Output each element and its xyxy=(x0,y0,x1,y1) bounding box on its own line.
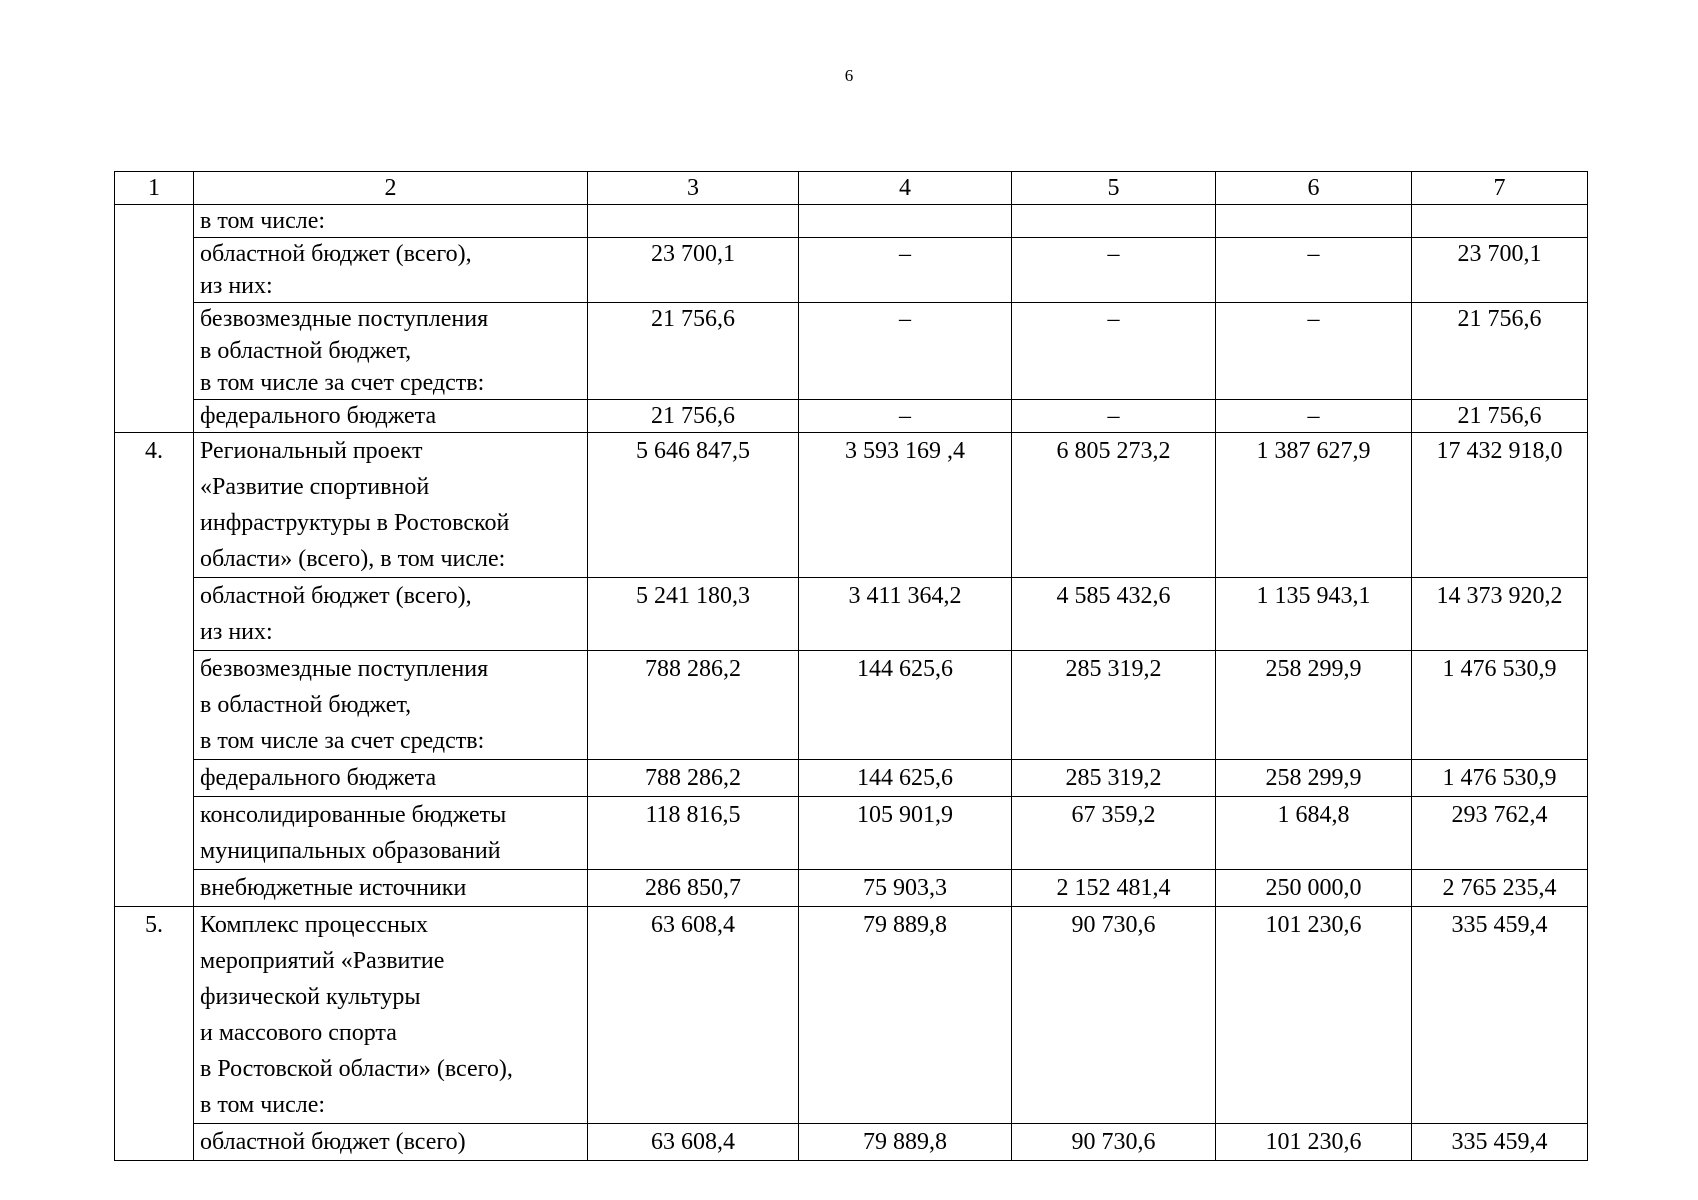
value-cell: – xyxy=(799,303,1012,400)
table-row xyxy=(115,578,1588,651)
row-label: консолидированные бюджеты муниципальных образований xyxy=(194,797,588,870)
value-cell: 5 241 180,3 xyxy=(588,578,799,651)
value-cell: 67 359,2 xyxy=(1012,797,1216,870)
value-cell: 250 000,0 xyxy=(1216,870,1412,907)
row-number: 4. xyxy=(115,433,194,907)
value-cell: 75 903,3 xyxy=(799,870,1012,907)
row-label: безвозмездные поступления в областной бюджет, в том числе за счет средств: xyxy=(194,303,588,400)
value-cell: 3 411 364,2 xyxy=(799,578,1012,651)
table-row xyxy=(115,870,1588,907)
value-cell: 258 299,9 xyxy=(1216,760,1412,797)
value-cell: 14 373 920,2 xyxy=(1412,578,1588,651)
table-row xyxy=(115,303,1588,400)
value-cell: 101 230,6 xyxy=(1216,907,1412,1124)
value-cell: 21 756,6 xyxy=(1412,303,1588,400)
value-cell: 79 889,8 xyxy=(799,1124,1012,1161)
value-cell: 258 299,9 xyxy=(1216,651,1412,760)
table-row xyxy=(115,760,1588,797)
column-header: 7 xyxy=(1412,172,1588,205)
table-row xyxy=(115,400,1588,433)
value-cell: 788 286,2 xyxy=(588,651,799,760)
value-cell: 1 387 627,9 xyxy=(1216,433,1412,578)
row-label: в том числе: xyxy=(194,205,588,238)
value-cell: – xyxy=(1012,400,1216,433)
column-header: 2 xyxy=(194,172,588,205)
column-header: 4 xyxy=(799,172,1012,205)
row-label: федерального бюджета xyxy=(194,760,588,797)
value-cell: – xyxy=(799,400,1012,433)
value-cell: 335 459,4 xyxy=(1412,907,1588,1124)
column-header: 1 xyxy=(115,172,194,205)
value-cell: 1 476 530,9 xyxy=(1412,760,1588,797)
value-cell: 286 850,7 xyxy=(588,870,799,907)
value-cell: 2 152 481,4 xyxy=(1012,870,1216,907)
table-row xyxy=(115,1124,1588,1161)
value-cell: – xyxy=(1216,238,1412,303)
value-cell: 4 585 432,6 xyxy=(1012,578,1216,651)
row-label: внебюджетные источники xyxy=(194,870,588,907)
value-cell: – xyxy=(1012,238,1216,303)
table-row xyxy=(115,205,1588,238)
table-row xyxy=(115,907,1588,1124)
value-cell: 23 700,1 xyxy=(1412,238,1588,303)
value-cell: 17 432 918,0 xyxy=(1412,433,1588,578)
value-cell: 144 625,6 xyxy=(799,651,1012,760)
value-cell: 285 319,2 xyxy=(1012,760,1216,797)
row-label: областной бюджет (всего), из них: xyxy=(194,238,588,303)
page-number: 6 xyxy=(844,66,854,85)
budget-table xyxy=(114,171,1588,1161)
value-cell xyxy=(588,205,799,238)
value-cell: 21 756,6 xyxy=(588,400,799,433)
table-row xyxy=(115,797,1588,870)
row-number xyxy=(115,205,194,433)
column-header: 3 xyxy=(588,172,799,205)
value-cell: 21 756,6 xyxy=(588,303,799,400)
value-cell: 788 286,2 xyxy=(588,760,799,797)
value-cell: 118 816,5 xyxy=(588,797,799,870)
value-cell: 6 805 273,2 xyxy=(1012,433,1216,578)
table-row xyxy=(115,433,1588,578)
value-cell: 285 319,2 xyxy=(1012,651,1216,760)
value-cell xyxy=(1412,205,1588,238)
value-cell: 1 135 943,1 xyxy=(1216,578,1412,651)
value-cell: 293 762,4 xyxy=(1412,797,1588,870)
value-cell: 105 901,9 xyxy=(799,797,1012,870)
row-label: областной бюджет (всего), из них: xyxy=(194,578,588,651)
value-cell: 144 625,6 xyxy=(799,760,1012,797)
value-cell: – xyxy=(1216,303,1412,400)
table-header-row xyxy=(115,172,1588,205)
column-header: 6 xyxy=(1216,172,1412,205)
value-cell xyxy=(1216,205,1412,238)
value-cell: 63 608,4 xyxy=(588,1124,799,1161)
value-cell: 3 593 169 ,4 xyxy=(799,433,1012,578)
row-label: областной бюджет (всего) xyxy=(194,1124,588,1161)
value-cell: 63 608,4 xyxy=(588,907,799,1124)
value-cell: – xyxy=(1216,400,1412,433)
table-row xyxy=(115,651,1588,760)
value-cell: 90 730,6 xyxy=(1012,1124,1216,1161)
value-cell: – xyxy=(1012,303,1216,400)
value-cell: 101 230,6 xyxy=(1216,1124,1412,1161)
row-number: 5. xyxy=(115,907,194,1161)
value-cell: 90 730,6 xyxy=(1012,907,1216,1124)
value-cell: 23 700,1 xyxy=(588,238,799,303)
row-label: федерального бюджета xyxy=(194,400,588,433)
row-label: безвозмездные поступления в областной бюджет, в том числе за счет средств: xyxy=(194,651,588,760)
value-cell: 2 765 235,4 xyxy=(1412,870,1588,907)
value-cell: – xyxy=(799,238,1012,303)
value-cell xyxy=(1012,205,1216,238)
value-cell: 335 459,4 xyxy=(1412,1124,1588,1161)
row-label: Комплекс процессных мероприятий «Развитие физической культуры и массового спорта в Ростовской области» (всего), в том числе: xyxy=(194,907,588,1124)
value-cell: 1 684,8 xyxy=(1216,797,1412,870)
value-cell: 79 889,8 xyxy=(799,907,1012,1124)
column-header: 5 xyxy=(1012,172,1216,205)
value-cell: 21 756,6 xyxy=(1412,400,1588,433)
value-cell: 5 646 847,5 xyxy=(588,433,799,578)
row-label: Региональный проект «Развитие спортивной инфраструктуры в Ростовской области» (всего), в том числе: xyxy=(194,433,588,578)
value-cell: 1 476 530,9 xyxy=(1412,651,1588,760)
value-cell xyxy=(799,205,1012,238)
table-row xyxy=(115,238,1588,303)
